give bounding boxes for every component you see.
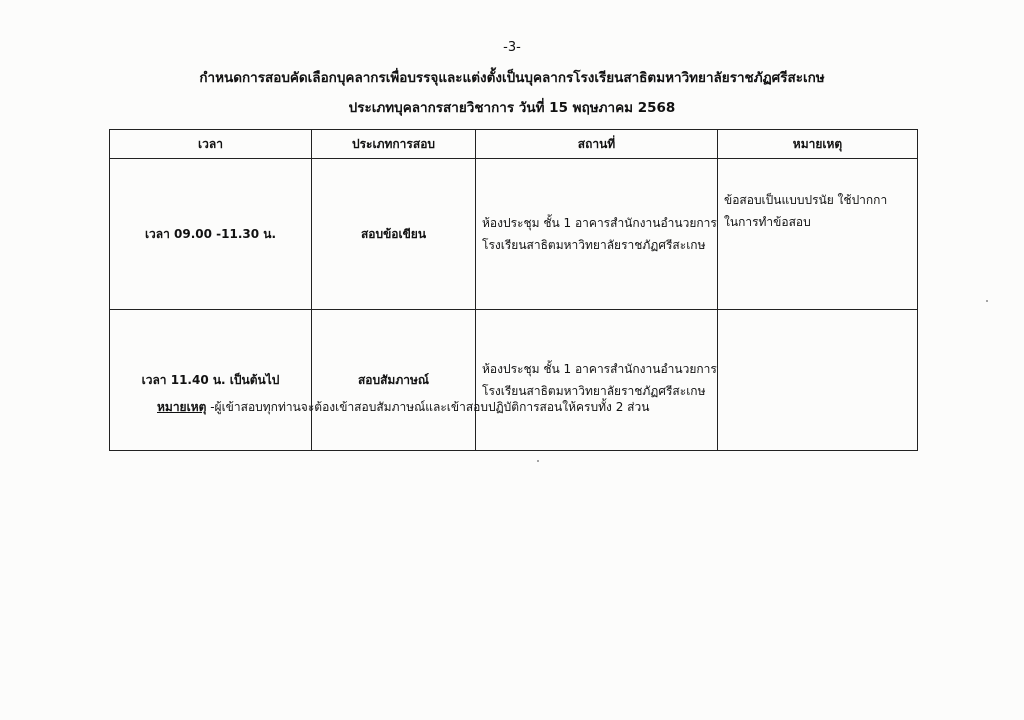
- cell-location: [476, 159, 718, 310]
- cell-exam-type: สอบสัมภาษณ์: [312, 310, 476, 451]
- scan-speck: [537, 460, 539, 462]
- header-remarks: หมายเหตุ: [718, 130, 918, 159]
- location-line: โรงเรียนสาธิตมหาวิทยาลัยราชภัฏศรีสะเกษ: [482, 384, 706, 398]
- page-number: -3-: [503, 40, 521, 55]
- table-header-row: [110, 130, 918, 159]
- remarks-line: ในการทำข้อสอบ: [724, 215, 811, 229]
- table-row: [110, 159, 918, 310]
- cell-remarks: [718, 159, 918, 310]
- scan-speck: [986, 300, 988, 302]
- document-subtitle: ประเภทบุคลากรสายวิชาการ วันที่ 15 พฤษภาคม 2568: [348, 100, 676, 116]
- footnote: [157, 398, 649, 417]
- cell-time: เวลา 09.00 -11.30 น.: [110, 159, 312, 310]
- document-title: กำหนดการสอบคัดเลือกบุคลากรเพื่อบรรจุและแต่งตั้งเป็นบุคลากรโรงเรียนสาธิตมหาวิทยาลัยราชภัฏศรีสะเกษ: [199, 70, 825, 86]
- header-exam-type: ประเภทการสอบ: [312, 130, 476, 159]
- cell-location: [476, 310, 718, 451]
- header-time: เวลา: [110, 130, 312, 159]
- footnote-label: หมายเหตุ: [157, 400, 207, 414]
- location-line: โรงเรียนสาธิตมหาวิทยาลัยราชภัฏศรีสะเกษ: [482, 238, 706, 252]
- cell-time: เวลา 11.40 น. เป็นต้นไป: [110, 310, 312, 451]
- cell-exam-type: สอบข้อเขียน: [312, 159, 476, 310]
- table-row: [110, 310, 918, 451]
- footnote-text: -ผู้เข้าสอบทุกท่านจะต้องเข้าสอบสัมภาษณ์และเข้าสอบปฏิบัติการสอนให้ครบทั้ง 2 ส่วน: [206, 400, 650, 414]
- cell-remarks: [718, 310, 918, 451]
- header-location: สถานที่: [476, 130, 718, 159]
- location-line: ห้องประชุม ชั้น 1 อาคารสำนักงานอำนวยการ: [482, 216, 717, 230]
- remarks-line: ข้อสอบเป็นแบบปรนัย ใช้ปากกา: [724, 193, 888, 207]
- location-line: ห้องประชุม ชั้น 1 อาคารสำนักงานอำนวยการ: [482, 362, 717, 376]
